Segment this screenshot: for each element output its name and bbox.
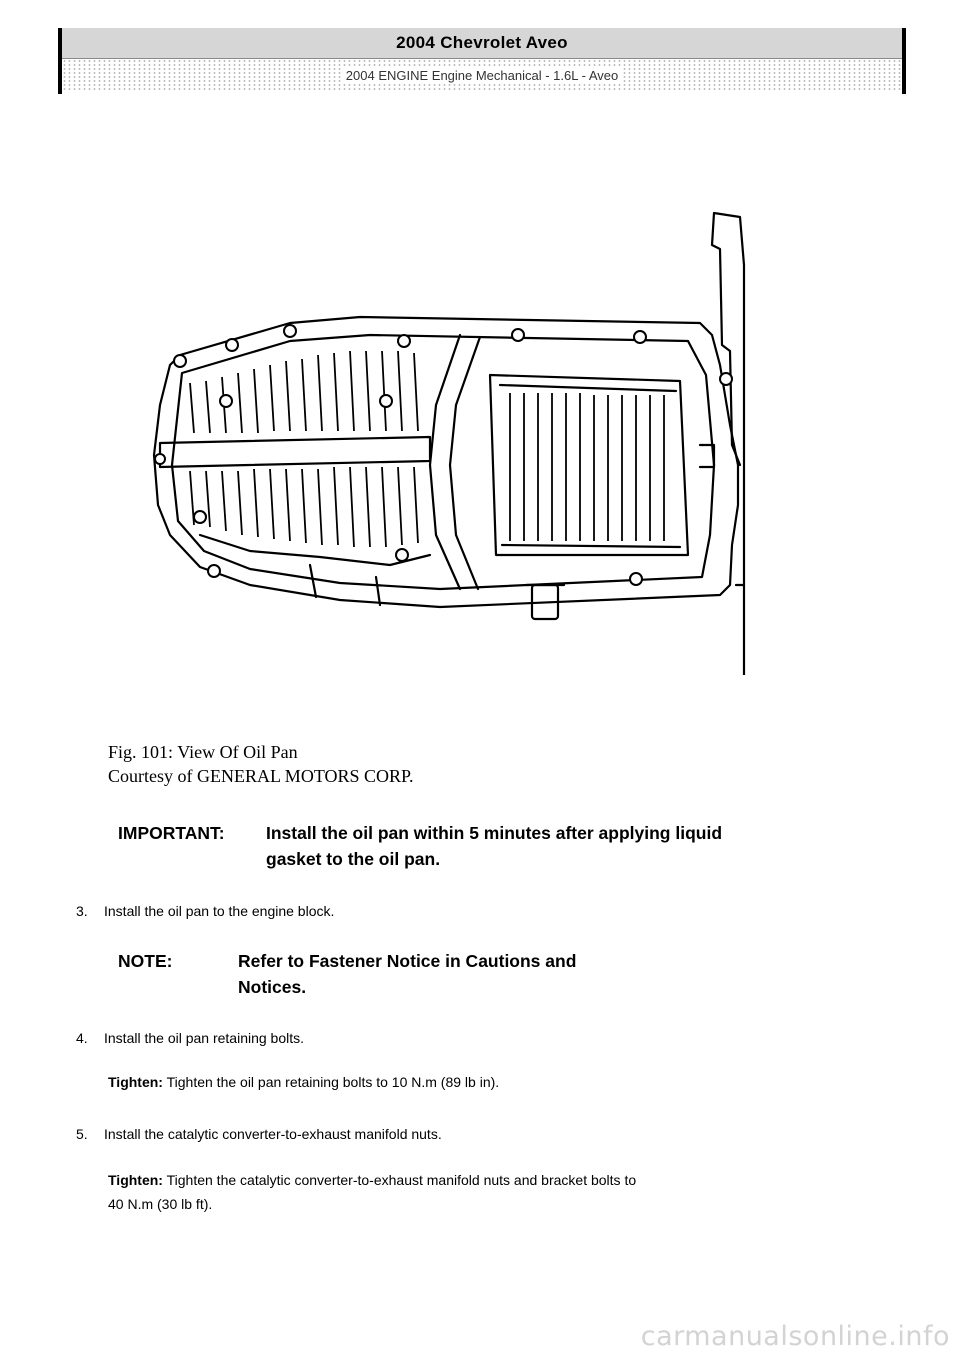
note-label: NOTE: [118,951,173,971]
important-text-line1: Install the oil pan within 5 minutes after applying liquid [266,823,723,843]
caption-title: Fig. 101: View Of Oil Pan [108,742,298,762]
step-text: Install the oil pan retaining bolts. [104,1030,305,1046]
document-subtitle-text: 2004 ENGINE Engine Mechanical - 1.6L - Aveo [342,68,622,83]
step-number: 3. [76,903,88,919]
important-label: IMPORTANT: [118,823,225,843]
step-text: Install the catalytic converter-to-exhaust manifold nuts. [104,1126,442,1142]
oil-pan-illustration [140,205,760,675]
step-text: Install the oil pan to the engine block. [104,903,335,919]
page-header [58,28,906,94]
step-number: 5. [76,1126,88,1142]
tighten-label: Tighten: [108,1074,163,1090]
document-title: 2004 Chevrolet Aveo [62,28,902,59]
important-callout [118,820,878,872]
note-text-line2: Notices. [238,977,307,997]
tighten-label: Tighten: [108,1172,163,1188]
tighten-spec-1 [108,1070,898,1094]
figure-caption [108,740,414,788]
tighten-text: Tighten the oil pan retaining bolts to 10 N.m (89 lb in). [166,1074,500,1090]
document-subtitle [62,59,902,91]
note-text-line1: Refer to Fastener Notice in Cautions and [238,951,577,971]
site-watermark: carmanualsonline.info [640,1321,950,1352]
tighten-text-line1: Tighten the catalytic converter-to-exhaust manifold nuts and bracket bolts to [166,1172,637,1188]
caption-courtesy: Courtesy of GENERAL MOTORS CORP. [108,766,414,786]
tighten-text-line2: 40 N.m (30 lb ft). [108,1196,213,1212]
important-text-line2: gasket to the oil pan. [266,849,441,869]
tighten-spec-2 [108,1168,898,1216]
step-number: 4. [76,1030,88,1046]
